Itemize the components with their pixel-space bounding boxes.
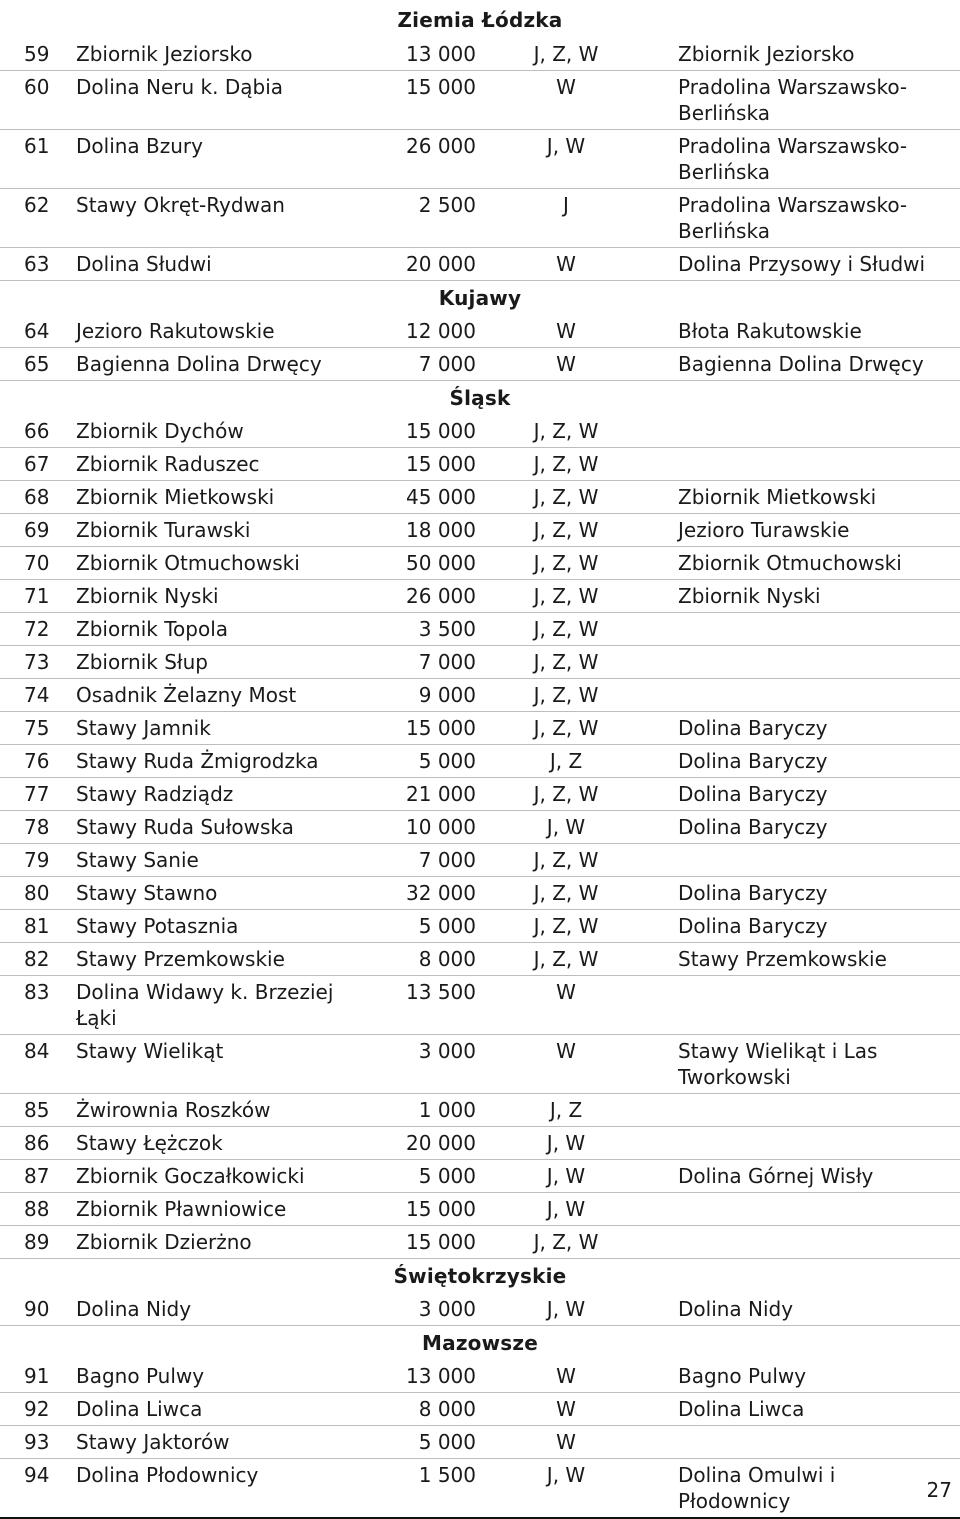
- site-name: Dolina Płodownicy: [76, 1463, 259, 1487]
- row-number: 74: [24, 683, 50, 707]
- season-code: W: [556, 1039, 576, 1063]
- row-number: 87: [24, 1164, 50, 1188]
- table-row: [0, 1035, 960, 1094]
- table-row: [0, 71, 960, 130]
- table-row: [0, 910, 960, 943]
- site-area: 26 000: [406, 584, 476, 608]
- section-heading: Ziemia Łódzka: [397, 8, 563, 32]
- reference-area: Pradolina Warszawsko-Berlińska: [678, 134, 908, 184]
- table-row: [0, 514, 960, 547]
- season-code: J, Z, W: [533, 716, 599, 740]
- row-number: 69: [24, 518, 50, 542]
- reference-area: Dolina Baryczy: [678, 881, 828, 905]
- site-name: Zbiornik Topola: [76, 617, 229, 641]
- reference-area: Dolina Górnej Wisły: [678, 1164, 874, 1188]
- row-number: 88: [24, 1197, 50, 1221]
- table-row: [0, 745, 960, 778]
- site-area: 21 000: [406, 782, 476, 806]
- reference-area: Pradolina Warszawsko-Berlińska: [678, 75, 908, 125]
- row-number: 75: [24, 716, 50, 740]
- row-number: 65: [24, 352, 50, 376]
- season-code: J, Z, W: [533, 617, 599, 641]
- site-name: Zbiornik Słup: [76, 650, 208, 674]
- row-number: 94: [24, 1463, 50, 1487]
- season-code: J, W: [546, 1131, 586, 1155]
- section-heading: Mazowsze: [422, 1331, 538, 1355]
- table-row: [0, 778, 960, 811]
- site-area: 3 000: [418, 1297, 476, 1321]
- table-row: [0, 580, 960, 613]
- site-name: Jezioro Rakutowskie: [76, 319, 275, 343]
- site-name: Bagienna Dolina Drwęcy: [76, 352, 322, 376]
- site-area: 15 000: [406, 75, 476, 99]
- site-name: Stawy Ruda Żmigrodzka: [76, 749, 319, 773]
- row-number: 76: [24, 749, 50, 773]
- season-code: J, W: [546, 815, 586, 839]
- row-number: 68: [24, 485, 50, 509]
- reference-area: Zbiornik Mietkowski: [678, 485, 877, 509]
- site-area: 9 000: [418, 683, 476, 707]
- reference-area: Zbiornik Nyski: [678, 584, 821, 608]
- reference-area: Błota Rakutowskie: [678, 319, 862, 343]
- site-name: Stawy Przemkowskie: [76, 947, 285, 971]
- site-area: 26 000: [406, 134, 476, 158]
- site-area: 13 000: [406, 42, 476, 66]
- reference-area: Zbiornik Otmuchowski: [678, 551, 902, 575]
- site-area: 8 000: [418, 1397, 476, 1421]
- row-number: 86: [24, 1131, 50, 1155]
- section-heading: Kujawy: [438, 286, 522, 310]
- table-row: [0, 1426, 960, 1459]
- site-area: 3 500: [418, 617, 476, 641]
- table-row: [0, 877, 960, 910]
- site-name: Stawy Stawno: [76, 881, 218, 905]
- season-code: J, Z, W: [533, 452, 599, 476]
- season-code: W: [556, 75, 576, 99]
- site-name: Stawy Łężczok: [76, 1131, 223, 1155]
- reference-area: Pradolina Warszawsko-Berlińska: [678, 193, 908, 243]
- table-row: [0, 1127, 960, 1160]
- table-row: [0, 976, 960, 1035]
- season-code: J: [563, 193, 569, 217]
- reference-area: Dolina Baryczy: [678, 914, 828, 938]
- site-name: Stawy Okręt-Rydwan: [76, 193, 285, 217]
- table-row: [0, 315, 960, 348]
- season-code: J, Z, W: [533, 848, 599, 872]
- site-name: Stawy Wielikąt: [76, 1039, 224, 1063]
- site-name: Zbiornik Dzierżno: [76, 1230, 252, 1254]
- site-name: Dolina Słudwi: [76, 252, 212, 276]
- table-row: [0, 38, 960, 71]
- table-row: [0, 1360, 960, 1393]
- table-row: [0, 712, 960, 745]
- site-area: 7 000: [418, 352, 476, 376]
- site-name: Stawy Radziądz: [76, 782, 234, 806]
- table-row: [0, 679, 960, 712]
- table-row: [0, 130, 960, 189]
- site-area: 1 000: [418, 1098, 476, 1122]
- row-number: 61: [24, 134, 50, 158]
- reference-area: Jezioro Turawskie: [678, 518, 850, 542]
- site-name: Stawy Potasznia: [76, 914, 239, 938]
- row-number: 70: [24, 551, 50, 575]
- table-row: [0, 448, 960, 481]
- row-number: 59: [24, 42, 50, 66]
- site-area: 13 000: [406, 1364, 476, 1388]
- season-code: J, W: [546, 1297, 586, 1321]
- reference-area: Dolina Przysowy i Słudwi: [678, 252, 926, 276]
- table-row: [0, 1293, 960, 1326]
- reference-area: Zbiornik Jeziorsko: [678, 42, 855, 66]
- season-code: J, Z, W: [533, 650, 599, 674]
- table-row: [0, 415, 960, 448]
- site-area: 8 000: [418, 947, 476, 971]
- site-area: 5 000: [418, 914, 476, 938]
- table-row: [0, 1193, 960, 1226]
- site-area: 32 000: [406, 881, 476, 905]
- table-row: [0, 248, 960, 281]
- row-number: 73: [24, 650, 50, 674]
- season-code: J, Z: [549, 749, 583, 773]
- row-number: 72: [24, 617, 50, 641]
- site-name: Dolina Liwca: [76, 1397, 203, 1421]
- site-area: 1 500: [418, 1463, 476, 1487]
- row-number: 77: [24, 782, 50, 806]
- season-code: J, Z, W: [533, 914, 599, 938]
- table-row: [0, 1094, 960, 1127]
- row-number: 92: [24, 1397, 50, 1421]
- site-name: Dolina Nidy: [76, 1297, 192, 1321]
- table-row: [0, 481, 960, 514]
- site-area: 15 000: [406, 1230, 476, 1254]
- season-code: J, W: [546, 134, 586, 158]
- season-code: J, Z: [549, 1098, 583, 1122]
- site-name: Stawy Ruda Sułowska: [76, 815, 294, 839]
- season-code: J, Z, W: [533, 518, 599, 542]
- row-number: 67: [24, 452, 50, 476]
- site-name: Stawy Sanie: [76, 848, 199, 872]
- reference-area: Bagno Pulwy: [678, 1364, 807, 1388]
- row-number: 91: [24, 1364, 50, 1388]
- site-area: 18 000: [406, 518, 476, 542]
- season-code: J, Z, W: [533, 551, 599, 575]
- site-area: 13 500: [406, 980, 476, 1004]
- reference-area: Dolina Baryczy: [678, 782, 828, 806]
- site-area: 2 500: [418, 193, 476, 217]
- row-number: 89: [24, 1230, 50, 1254]
- site-area: 15 000: [406, 716, 476, 740]
- site-area: 3 000: [418, 1039, 476, 1063]
- row-number: 64: [24, 319, 50, 343]
- site-name: Zbiornik Mietkowski: [76, 485, 275, 509]
- site-area: 20 000: [406, 1131, 476, 1155]
- row-number: 78: [24, 815, 50, 839]
- site-name: Dolina Widawy k. Brzeziej Łąki: [76, 980, 334, 1030]
- season-code: J, Z, W: [533, 1230, 599, 1254]
- reference-area: Stawy Wielikąt i Las Tworkowski: [678, 1039, 878, 1089]
- season-code: J, Z, W: [533, 419, 599, 443]
- season-code: J, Z, W: [533, 947, 599, 971]
- season-code: J, Z, W: [533, 485, 599, 509]
- site-name: Zbiornik Goczałkowicki: [76, 1164, 305, 1188]
- reference-area: Dolina Baryczy: [678, 716, 828, 740]
- table-row: [0, 811, 960, 844]
- table-row: [0, 943, 960, 976]
- season-code: J, Z, W: [533, 42, 599, 66]
- row-number: 81: [24, 914, 50, 938]
- reference-area: Dolina Omulwi i Płodownicy: [678, 1463, 836, 1513]
- season-code: W: [556, 980, 576, 1004]
- site-name: Dolina Bzury: [76, 134, 203, 158]
- site-area: 5 000: [418, 1164, 476, 1188]
- site-name: Zbiornik Turawski: [76, 518, 251, 542]
- row-number: 71: [24, 584, 50, 608]
- row-number: 63: [24, 252, 50, 276]
- row-number: 60: [24, 75, 50, 99]
- site-area: 15 000: [406, 1197, 476, 1221]
- season-code: W: [556, 319, 576, 343]
- season-code: J, W: [546, 1463, 586, 1487]
- reference-area: Dolina Baryczy: [678, 749, 828, 773]
- table-row: [0, 348, 960, 381]
- site-area: 12 000: [406, 319, 476, 343]
- season-code: W: [556, 252, 576, 276]
- row-number: 84: [24, 1039, 50, 1063]
- site-name: Dolina Neru k. Dąbia: [76, 75, 284, 99]
- season-code: J, Z, W: [533, 881, 599, 905]
- site-area: 15 000: [406, 452, 476, 476]
- page-number: 27: [926, 1478, 952, 1502]
- row-number: 79: [24, 848, 50, 872]
- row-number: 62: [24, 193, 50, 217]
- row-number: 82: [24, 947, 50, 971]
- season-code: W: [556, 352, 576, 376]
- row-number: 83: [24, 980, 50, 1004]
- table-row: [0, 1459, 960, 1519]
- reference-area: Stawy Przemkowskie: [678, 947, 887, 971]
- site-name: Zbiornik Pławniowice: [76, 1197, 287, 1221]
- site-name: Stawy Jamnik: [76, 716, 211, 740]
- season-code: W: [556, 1397, 576, 1421]
- table-row: [0, 1393, 960, 1426]
- season-code: W: [556, 1364, 576, 1388]
- site-name: Zbiornik Otmuchowski: [76, 551, 300, 575]
- site-area: 5 000: [418, 749, 476, 773]
- site-name: Bagno Pulwy: [76, 1364, 205, 1388]
- section-heading: Śląsk: [449, 386, 511, 410]
- table-row: [0, 646, 960, 679]
- row-number: 85: [24, 1098, 50, 1122]
- site-name: Zbiornik Raduszec: [76, 452, 260, 476]
- reference-area: Dolina Baryczy: [678, 815, 828, 839]
- row-number: 80: [24, 881, 50, 905]
- table-row: [0, 1226, 960, 1259]
- site-area: 5 000: [418, 1430, 476, 1454]
- site-name: Stawy Jaktorów: [76, 1430, 230, 1454]
- site-area: 7 000: [418, 848, 476, 872]
- site-area: 50 000: [406, 551, 476, 575]
- site-name: Osadnik Żelazny Most: [76, 683, 297, 707]
- table-row: [0, 547, 960, 580]
- season-code: J, W: [546, 1197, 586, 1221]
- site-area: 15 000: [406, 419, 476, 443]
- site-area: 7 000: [418, 650, 476, 674]
- table-row: [0, 189, 960, 248]
- row-number: 66: [24, 419, 50, 443]
- section-heading: Świętokrzyskie: [393, 1264, 567, 1288]
- season-code: J, Z, W: [533, 584, 599, 608]
- site-area: 10 000: [406, 815, 476, 839]
- reference-area: Dolina Nidy: [678, 1297, 794, 1321]
- season-code: J, Z, W: [533, 782, 599, 806]
- site-name: Zbiornik Nyski: [76, 584, 219, 608]
- site-name: Zbiornik Jeziorsko: [76, 42, 253, 66]
- season-code: J, Z, W: [533, 683, 599, 707]
- site-name: Zbiornik Dychów: [76, 419, 244, 443]
- table-row: [0, 844, 960, 877]
- table-row: [0, 613, 960, 646]
- reference-area: Bagienna Dolina Drwęcy: [678, 352, 924, 376]
- row-number: 90: [24, 1297, 50, 1321]
- reference-area: Dolina Liwca: [678, 1397, 805, 1421]
- site-name: Żwirownia Roszków: [76, 1098, 271, 1122]
- row-number: 93: [24, 1430, 50, 1454]
- table-row: [0, 1160, 960, 1193]
- site-area: 45 000: [406, 485, 476, 509]
- season-code: J, W: [546, 1164, 586, 1188]
- season-code: W: [556, 1430, 576, 1454]
- site-area: 20 000: [406, 252, 476, 276]
